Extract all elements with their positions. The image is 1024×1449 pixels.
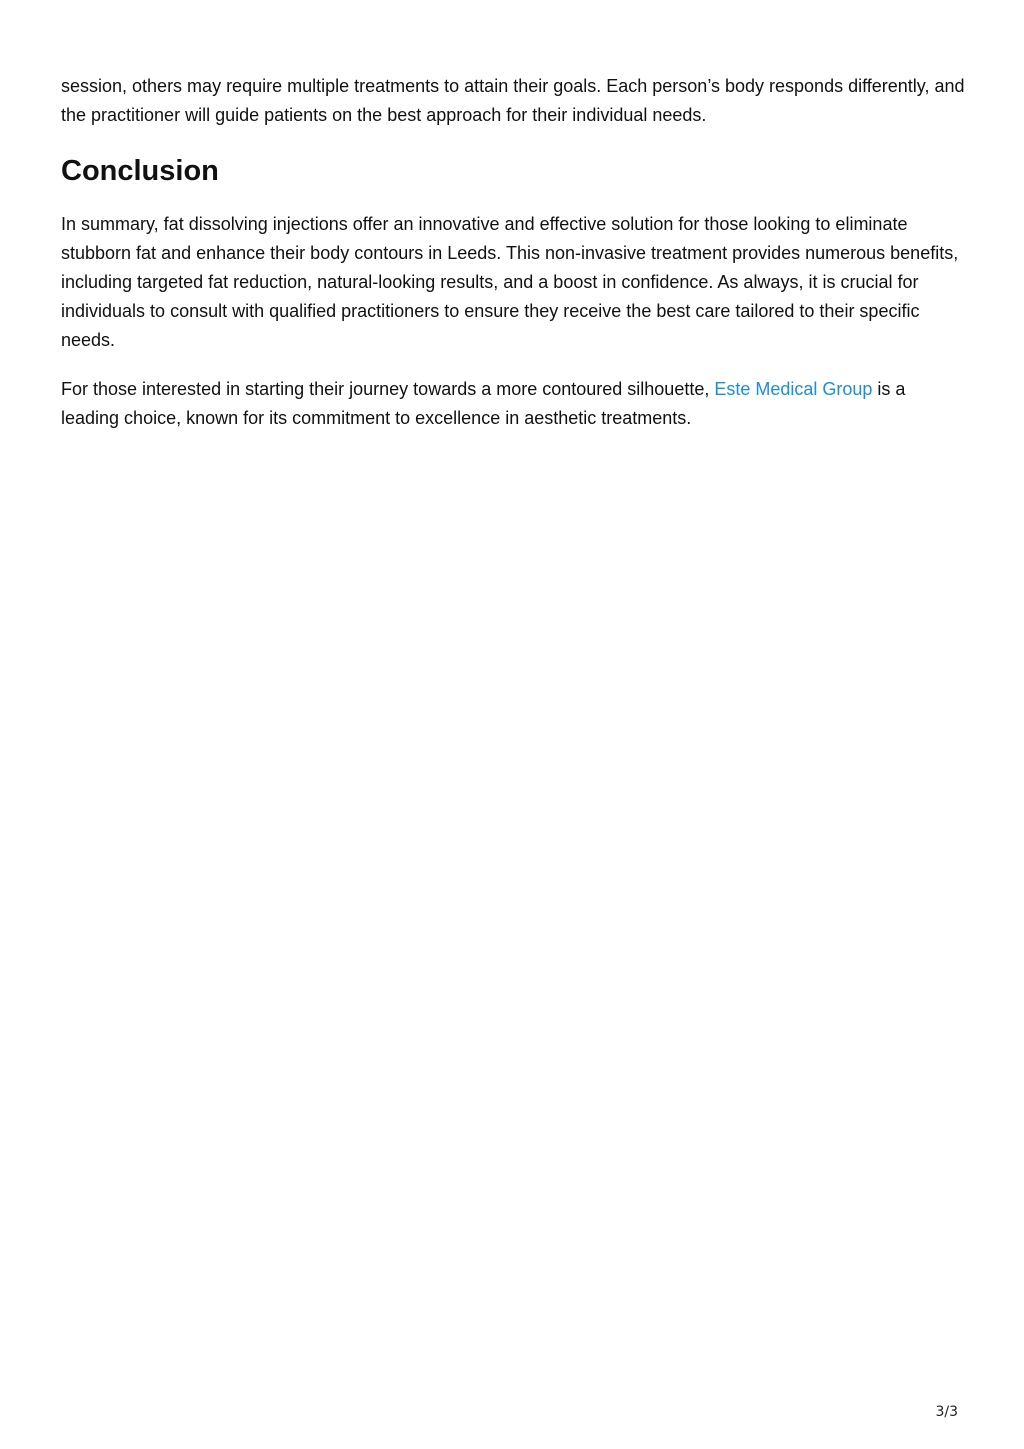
page-number: 3/3 (935, 1404, 958, 1420)
document-page (61, 72, 966, 433)
final-paragraph-text-before: For those interested in starting their journey towards a more contoured silhouette, (61, 379, 715, 399)
summary-paragraph: In summary, fat dissolving injections offer an innovative and effective solution for those looking to eliminate stubborn fat and enhance their body contours in Leeds. This non-invasive treatment provides numerous benefits, including targeted fat reduction, natural-looking results, and a boost in confidence. As always, it is crucial for individuals to consult with qualified practitioners to ensure they receive the best care tailored to their specific needs. (61, 214, 959, 350)
intro-paragraph: session, others may require multiple treatments to attain their goals. Each person’s body responds differently, and the practitioner will guide patients on the best approach for their individual needs. (61, 76, 965, 125)
final-paragraph-text-after: is a leading choice, known for its commitment to excellence in aesthetic treatments. (61, 379, 906, 428)
final-paragraph (61, 375, 966, 433)
este-medical-group-link[interactable]: Este Medical Group (714, 379, 873, 399)
section-heading: Conclusion (61, 155, 219, 187)
